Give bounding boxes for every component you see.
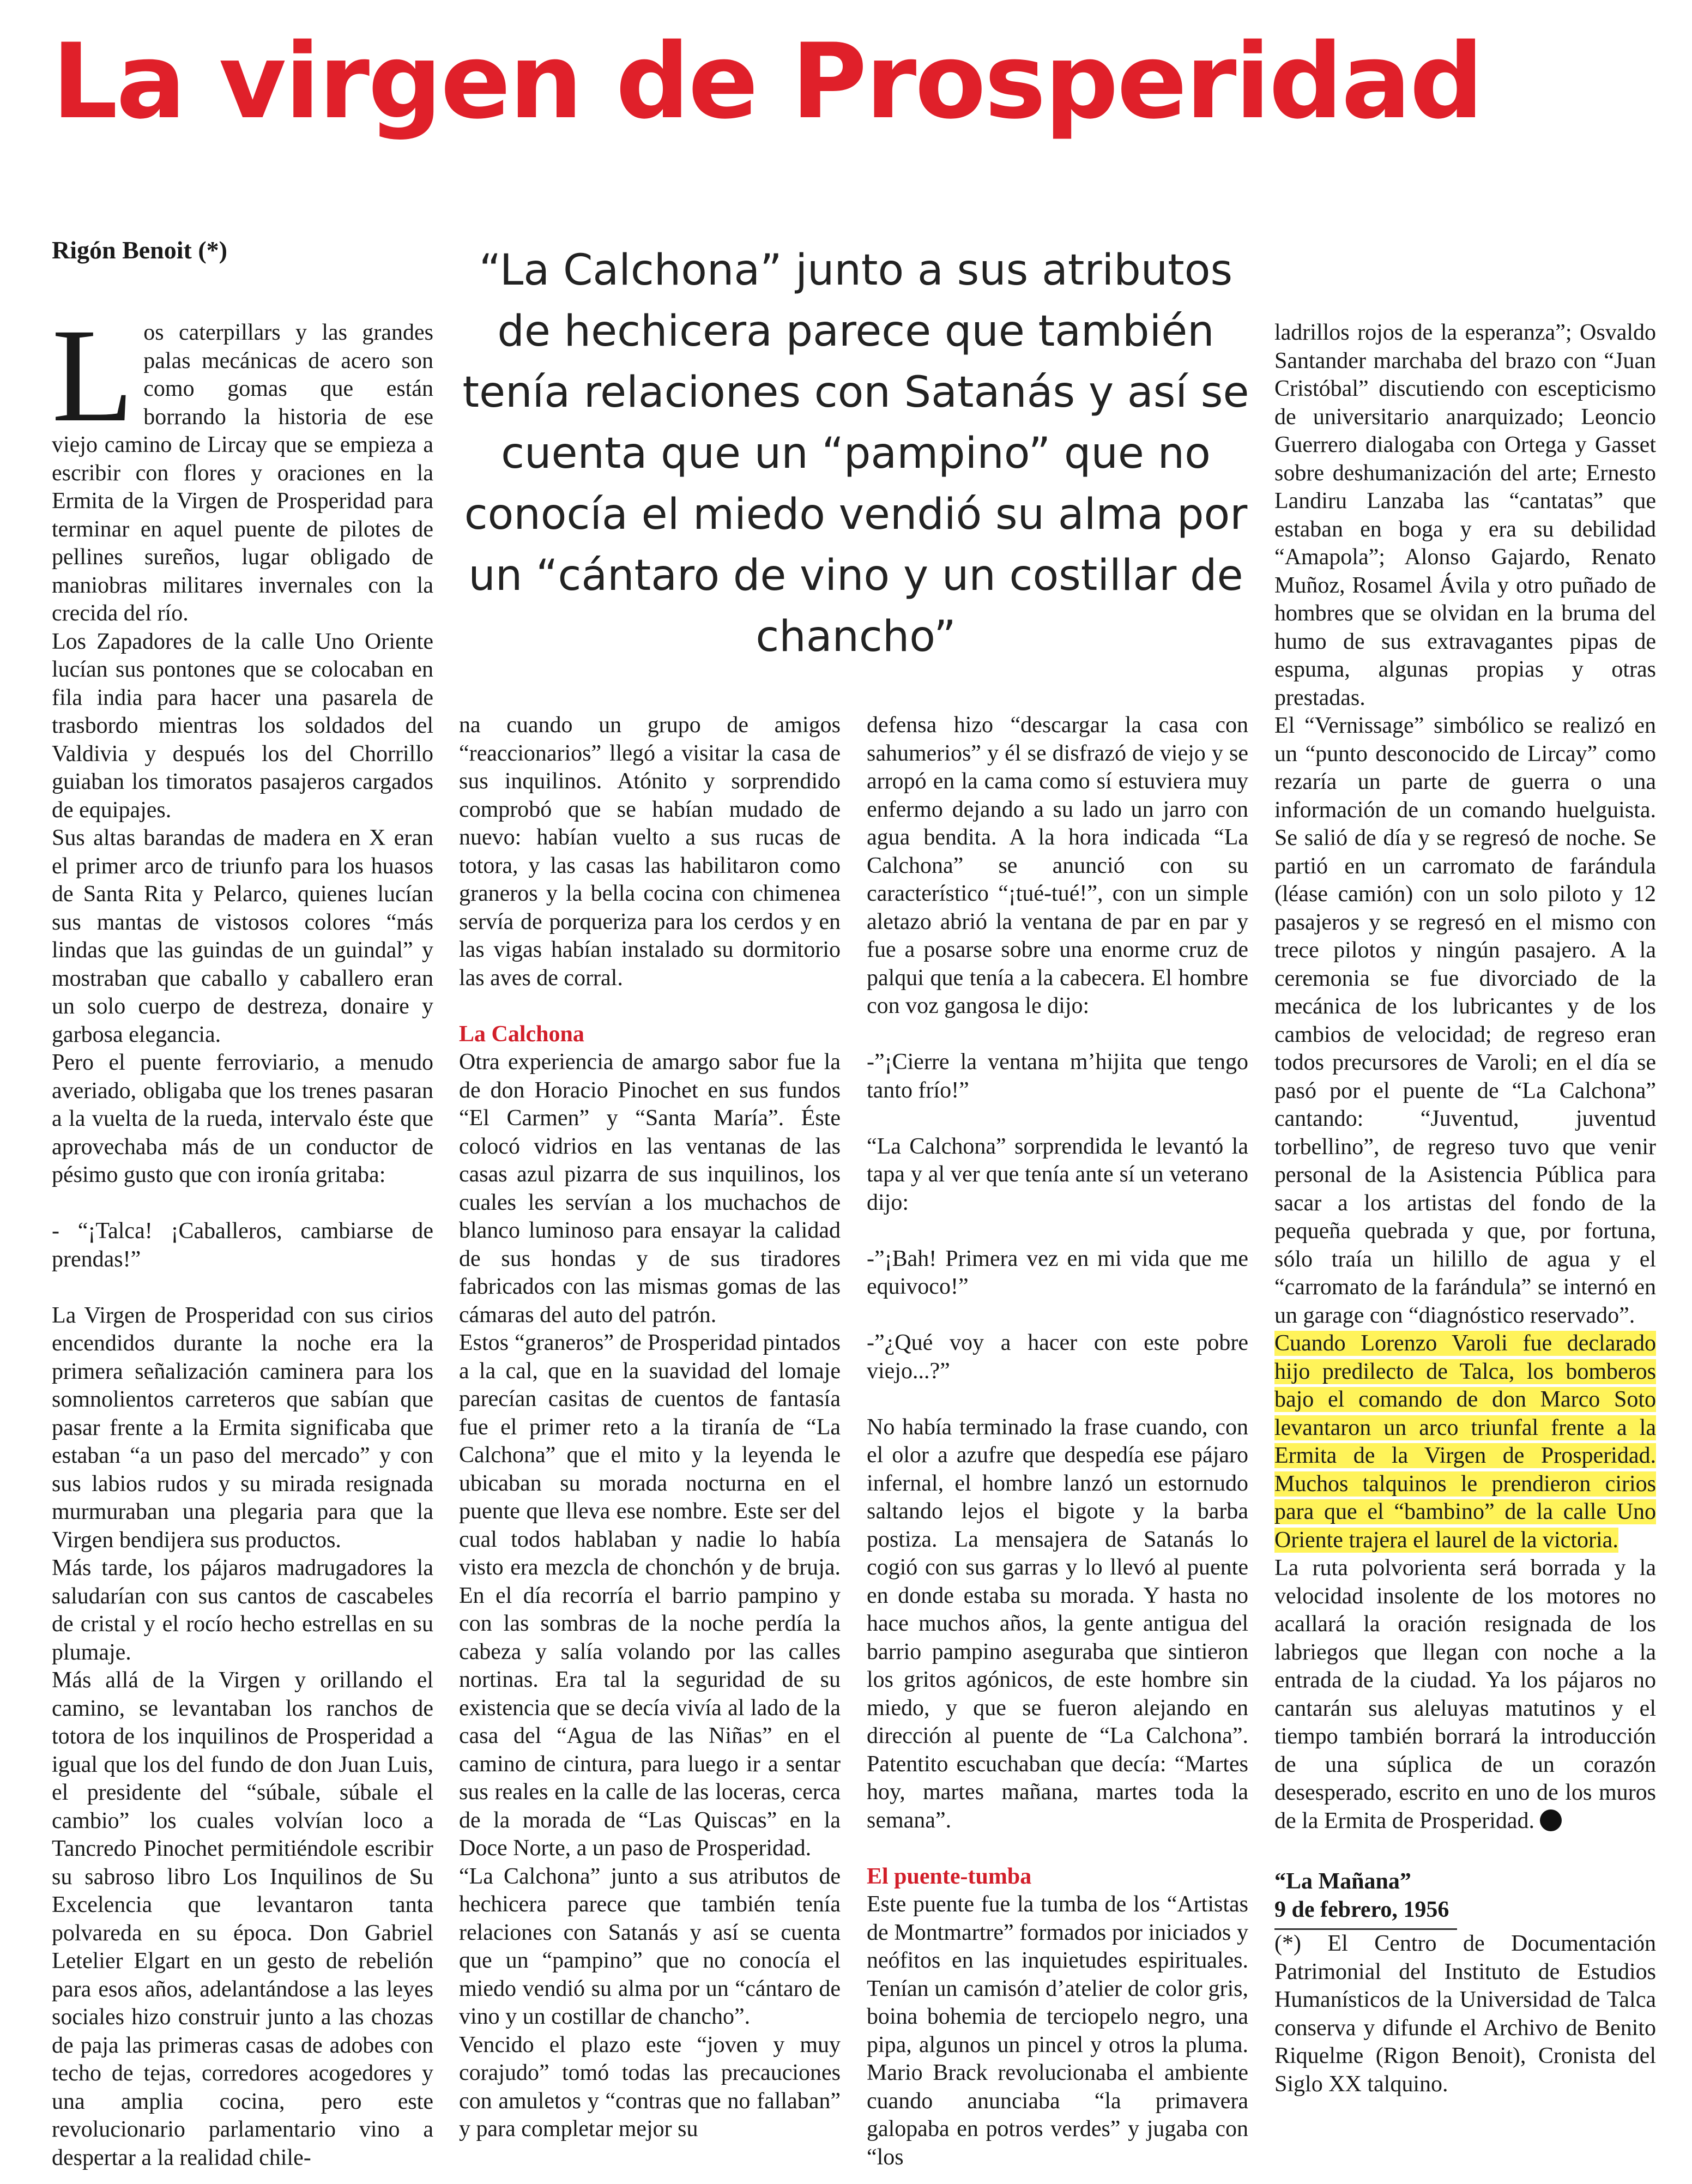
column-4 xyxy=(1274,319,1656,2098)
column-3 xyxy=(867,711,1248,2171)
paragraph: La Virgen de Prosperidad con sus cirios encendidos durante la noche era la primera señalización caminera para los somnolientos carreteros que sabían que pasar frente a la Ermita significaba que estaban “a un paso del mercado” y con sus labios rudos y su mirada resignada murmuraban una plegaria para que la Virgen bendijera sus productos. xyxy=(52,1302,433,1553)
paragraph: Pero el puente ferroviario, a menudo averiado, obligaba que los trenes pasaran a la vuelta de la rueda, intervalo éste que aprovechaba más de un conductor de pésimo gusto que con ironía gritaba: xyxy=(52,1050,433,1187)
source-citation xyxy=(1274,1868,1656,1930)
dialogue-line: -”¡Cierre la ventana m’hijita que tengo tanto frío!” xyxy=(867,1049,1248,1103)
section-subheading: La Calchona xyxy=(459,1021,584,1047)
paragraph: ladrillos rojos de la esperanza”; Osvaldo Santander marchaba del brazo con “Juan Cristóbal” discutiendo con escepticismo de universitario anarquizado; Leoncio Guerrero dialogaba con Ortega y Gasset sobre deshumanización del arte; Ernesto Landiru Lanzaba las “cantatas” que estaban en boga y era su debilidad “Amapola”; Alonso Gajardo, Renato Muñoz, Rosamel Ávila y otro puñado de hombres que se olvidan en la bruma del humo de sus extravagantes pipas de espuma, algunas propias y otras prestadas. xyxy=(1274,320,1656,710)
pull-quote: “La Calchona” junto a sus atributos de hechicera parece que también tenía relaciones con Satanás y así se cuenta que un “pampino” que no conocía el miedo vendió su alma por un “cántaro de vino y un costillar de chancho” xyxy=(462,246,1249,661)
paragraph: El “Vernissage” simbólico se realizó en un “punto desconocido de Lircay” como rezaría un parte de guerra o una información de un comando huelguista. Se salió de día y se regresó de noche. Se partió en un carromato de farándula (léase camión) con un solo piloto y 12 pasajeros y se regresó en el mismo con trece pilotos y ningún pasajero. A la ceremonia se fue divorciado de la mecánica de los lubricantes y de los cambios de velocidad; de regreso eran todos precursores de Varoli; en el día se pasó por el puente de “La Calchona” cantando: “Juventud, juventud torbellino”, de regreso tuvo que venir personal de la Asistencia Pública para sacar a los artistas del fondo de la pequeña quebrada y que, por fortuna, sólo traía un hilillo de agua y el “carromato de la farándula” se internó en un garage con “diagnóstico reservado”. xyxy=(1274,713,1656,1328)
column-2 xyxy=(459,711,841,2144)
paragraph: Más allá de la Virgen y orillando el camino, se levantaban los ranchos de totora de los inquilinos de Prosperidad a igual que los del fundo de don Juan Luis, el presidente del “súbale, súbale el cambio” los cuales volvían loco a Tancredo Pinochet permitiéndole escribir su sabroso libro Los Inquilinos de Su Excelencia que levantaron tanta polvareda en su época. Don Gabriel Letelier Elgart en un gesto de rebelión para esos años, adelantándose a las leyes sociales hizo construir junto a las chozas de paja las primeras casas de adobes con techo de tejas, corredores acogedores y una amplia cocina, pero este revolucionario parlamentario vino a despertar a la realidad chile- xyxy=(52,1668,433,2170)
end-mark-icon xyxy=(1540,1809,1562,1831)
paragraph: na cuando un grupo de amigos “reaccionarios” llegó a visitar la casa de sus inquilinos. Atónito y sorprendido comprobó que se habían mudado de nuevo: habían vuelto a sus rucas de totora, y las casas las habilitaron como graneros y la bella cocina con chimenea servía de porqueriza para los cerdos y en las vigas habían instalado su dormitorio las aves de corral. xyxy=(459,713,841,991)
footnote: (*) El Centro de Documentación Patrimonial del Instituto de Estudios Humanísticos de la Universidad de Talca conserva y difunde el Archivo de Benito Riquelme (Rigon Benoit), Cronista del Siglo XX talquino. xyxy=(1274,1931,1656,2097)
paragraph: Este puente fue la tumba de los “Artistas de Montmartre” formados por iniciados y neófitos en las inquietudes espirituales. Tenían un camisón d’atelier de color gris, boina bohemia de terciopelo negro, una pipa, algunos un pincel y otros la pluma. Mario Brack revolucionaba el ambiente cuando anunciaba “la primavera galopaba en potros verdes” y jugaba con “los xyxy=(867,1892,1248,2170)
paragraph: “La Calchona” junto a sus atributos de hechicera parece que también tenía relaciones con Satanás y así se cuenta que un “pampino” que no conocía el miedo vendió su alma por un “cántaro de vino y un costillar de chancho”. xyxy=(459,1863,841,2029)
paragraph: Estos “graneros” de Prosperidad pintados a la cal, que en la suavidad del lomaje parecían casitas de cuentos de fantasía fue el primer reto a la tiranía de “La Calchona” que el mito y la leyenda le ubicaban su morada nocturna en el puente que lleva ese nombre. Este ser del cual todos hablaban y nadie lo había visto era mezcla de chonchón y de bruja. En el día recorría el barrio pampino y con las sombras de la noche perdía la cabeza y salía volando por las calles nortinas. Era tal la seguridad de su existencia que se decía vivía al lado de la casa del “Agua de las Niñas” en el camino de cintura, para luego ir a sentar sus reales en la calle de las loceras, cerca de la morada de “Las Quiscas” en la Doce Norte, a un paso de Prosperidad. xyxy=(459,1330,841,1861)
paragraph: Otra experiencia de amargo sabor fue la de don Horacio Pinochet en sus fundos “El Carmen” y “Santa María”. Éste colocó vidrios en las ventanas de las casas azul pizarra de sus inquilinos, los cuales les servían a los muchachos de blanco luminoso para ensayar la calidad de sus hondas y de sus tiradores fabricados con las mismas gomas de las cámaras del auto del patrón. xyxy=(459,1049,841,1328)
quote-line: - “¡Talca! ¡Caballeros, cambiarse de prendas!” xyxy=(52,1218,433,1272)
paragraph: defensa hizo “descargar la casa con sahumerios” y él se disfrazó de viejo y se arropó en la cama como sí estuviera muy enfermo dejando a su lado un jarro con agua bendita. A la hora indicada “La Calchona” se anunció con su característico “¡tué-tué!”, con un simple aletazo abrió la ventana de par en par y fue a posarse sobre una enorme cruz de palqui que tenía a la cabecera. El hombre con voz gangosa le dijo: xyxy=(867,713,1248,1018)
source-newspaper: “La Mañana” xyxy=(1274,1869,1411,1894)
paragraph: La ruta polvorienta será borrada y la velocidad insolente de los motores no acallará la oración resignada de los labriegos que llegan con noche a la entrada de la ciudad. Ya los pájaros no cantarán sus aleluyas matutinos y el tiempo también borrará la introducción de una súplica de un corazón desesperado, escrito en uno de los muros de la Ermita de Prosperidad. xyxy=(1274,1555,1656,1833)
column-1 xyxy=(52,301,433,2172)
source-date: 9 de febrero, 1956 xyxy=(1274,1897,1449,1922)
paragraph: No había terminado la frase cuando, con el olor a azufre que despedía ese pájaro infernal, el hombre lanzó un estornudo saltando lejos el bigote y la barba postiza. La mensajera de Satanás lo cogió con sus garras y lo llevó al puente en donde estaba su morada. Y hasta no hace muchos años, la gente antigua del barrio pampino aseguraba que sintieron los gritos agónicos, de este hombre sin miedo, y que se fueron alejando en dirección al puente de “La Calchona”. Patentito escuchaban que decía: “Martes hoy, martes mañana, martes toda la semana”. xyxy=(867,1414,1248,1833)
paragraph: Vencido el plazo este “joven y muy corajudo” tomó todas las precauciones con amuletos y “contras que no fallaban” y para completar mejor su xyxy=(459,2032,841,2141)
paragraph: Los Zapadores de la calle Uno Oriente lucían sus pontones que se colocaban en fila india para hacer una pasarela de trasbordo mientras los soldados del Valdivia y después los del Chorrillo guiaban los timoratos pasajeros cargados de equipajes. xyxy=(52,629,433,823)
paragraph: Más tarde, los pájaros madrugadores la saludarían con sus cantos de cascabeles de cristal y el rocío hecho estrellas en su plumaje. xyxy=(52,1555,433,1665)
paragraph: “La Calchona” sorprendida le levantó la tapa y al ver que tenía ante sí un veterano dijo: xyxy=(867,1133,1248,1215)
author-byline: Rigón Benoit (*) xyxy=(52,236,227,264)
paragraph: os caterpillars y las grandes palas mecánicas de acero son como gomas que están borrando la historia de ese viejo camino de Lircay que se empieza a escribir con flores y oraciones en la Ermita de la Virgen de Prosperidad para terminar en aquel puente de pilotes de pellines sureños, lugar obligado de maniobras militares invernales con la crecida del río. xyxy=(52,320,433,626)
dialogue-line: -”¡Bah! Primera vez en mi vida que me equivoco!” xyxy=(867,1246,1248,1299)
dialogue-line: -”¿Qué voy a hacer con este pobre viejo...?” xyxy=(867,1330,1248,1384)
section-subheading: El puente-tumba xyxy=(867,1863,1032,1889)
paragraph: Sus altas barandas de madera en X eran el primer arco de triunfo para los huasos de Santa Rita y Pelarco, quienes lucían sus mantas de vistosos colores “más lindas que las guindas de un guindal” y mostraban que caballo y caballero eran un solo cuerpo de destreza, donaire y garbosa elegancia. xyxy=(52,825,433,1047)
highlighted-paragraph: Cuando Lorenzo Varoli fue declarado hijo predilecto de Talca, los bomberos bajo el comando de don Marco Soto levantaron un arco triunfal frente a la Ermita de la Virgen de Prosperidad. Muchos talquinos le prendieron cirios para que el “bambino” de la calle Uno Oriente trajera el laurel de la victoria. xyxy=(1274,1331,1656,1553)
drop-cap: L xyxy=(52,301,134,450)
article-title: La virgen de Prosperidad xyxy=(52,21,1482,142)
